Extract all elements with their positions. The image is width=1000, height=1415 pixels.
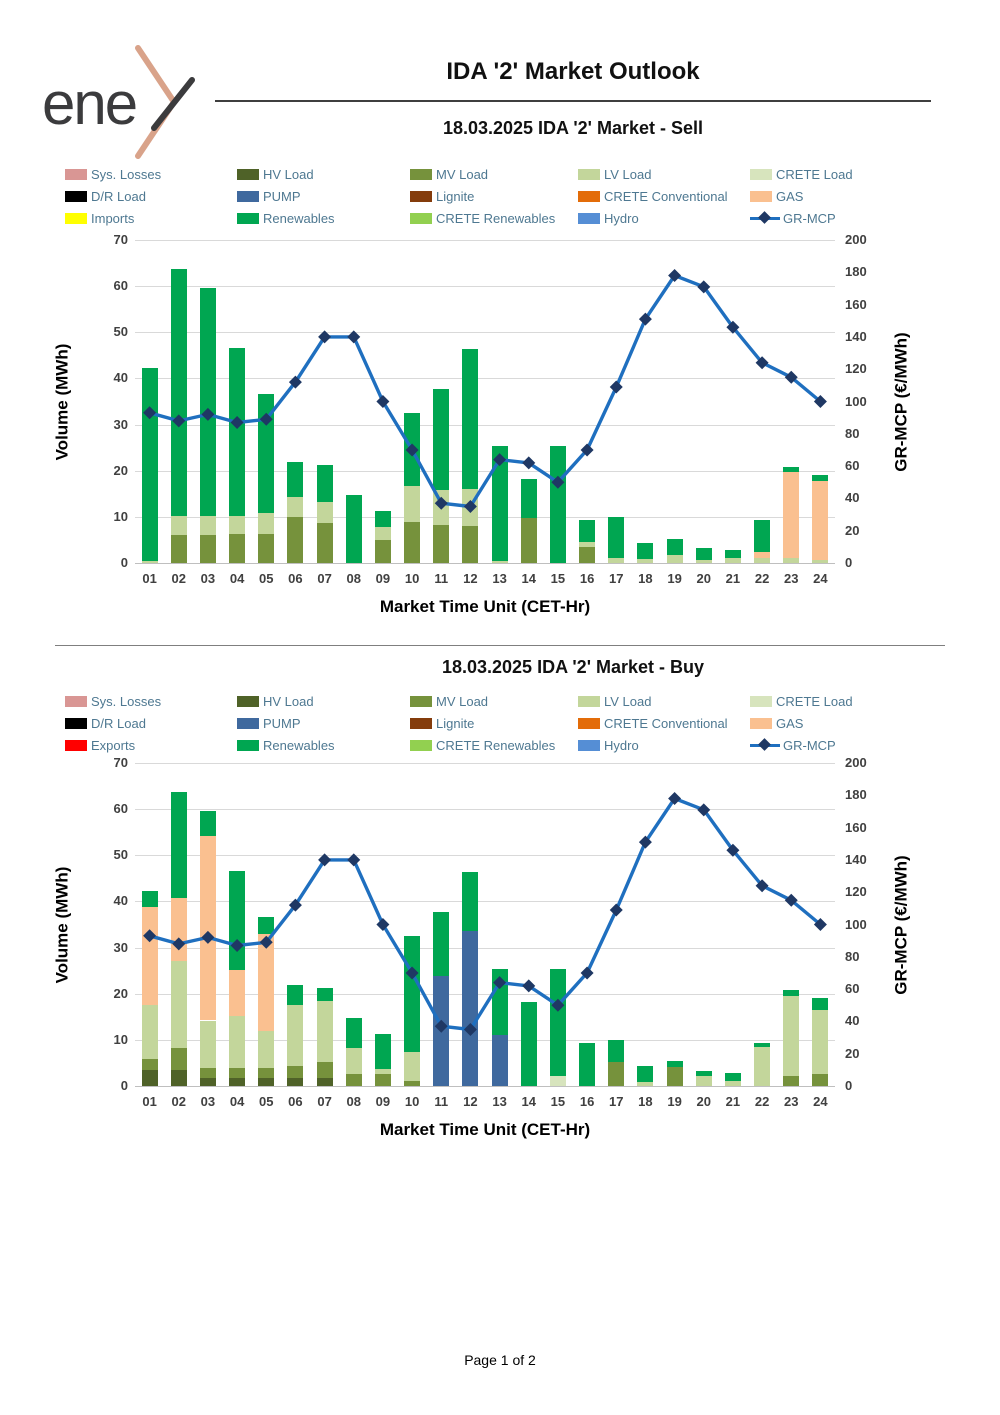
mv-swatch-icon (410, 696, 432, 707)
legend-label: Hydro (604, 737, 639, 753)
x-axis-tick-hour-06: 06 (288, 1094, 303, 1109)
x-axis-tick-hour-23: 23 (784, 571, 799, 586)
right-axis-tick: 60 (845, 981, 860, 997)
legend-item-hv (237, 163, 314, 185)
x-axis-tick-hour-03: 03 (200, 1094, 216, 1109)
left-axis-tick: 40 (113, 370, 128, 386)
x-axis-tick-hour-15: 15 (550, 571, 566, 586)
mcp-marker (610, 903, 623, 916)
x-axis-tick-hour-22: 22 (754, 1094, 770, 1109)
legend-label: LV Load (604, 693, 652, 709)
right-axis-tick: 100 (845, 393, 867, 409)
x-axis-tick-hour-04: 04 (229, 1094, 245, 1109)
sell-chart-section (0, 118, 1000, 645)
legend-item-pump (237, 185, 301, 207)
legend-label: Sys. Losses (91, 693, 162, 709)
x-axis-tick-hour-19: 19 (667, 1094, 682, 1109)
left-axis-tick: 60 (113, 278, 128, 294)
x-axis-title: Market Time Unit (CET-Hr) (379, 597, 591, 616)
right-axis-tick: 200 (845, 755, 867, 770)
legend-label: GAS (776, 188, 804, 204)
right-axis-tick: 20 (845, 522, 860, 538)
x-axis-tick-hour-12: 12 (463, 571, 478, 586)
right-axis-tick: 140 (845, 328, 867, 344)
legend-item-mv (410, 690, 488, 712)
legend-item-mcp (750, 734, 836, 756)
right-axis-tick: 160 (845, 819, 867, 835)
buy-chart-section (0, 657, 1000, 1169)
right-axis-title: GR-MCP (€/MWh) (891, 331, 910, 472)
legend-item-mcp (750, 207, 836, 229)
hydro-swatch-icon (578, 213, 600, 224)
legend-item-crete_ren (410, 207, 555, 229)
right-axis-tick: 40 (845, 490, 860, 506)
legend-item-imports (65, 207, 134, 229)
x-axis-tick-hour-04: 04 (229, 571, 245, 586)
legend-item-dr (65, 712, 146, 734)
x-axis-tick-hour-13: 13 (492, 1094, 507, 1109)
x-axis-tick-hour-08: 08 (346, 1094, 361, 1109)
x-axis-tick-hour-01: 01 (142, 1094, 157, 1109)
legend-item-gas (750, 185, 803, 207)
legend-item-ren (237, 734, 335, 756)
legend-item-hv (237, 690, 314, 712)
x-axis-title: Market Time Unit (CET-Hr) (379, 1120, 591, 1139)
x-axis-tick-hour-01: 01 (142, 571, 157, 586)
x-axis-tick-hour-02: 02 (171, 1094, 186, 1109)
exports-swatch-icon (65, 740, 87, 751)
hv-swatch-icon (237, 169, 259, 180)
x-axis-tick-hour-20: 20 (696, 571, 711, 586)
right-axis-tick: 40 (845, 1013, 860, 1029)
mcp-marker (347, 330, 360, 343)
mcp-marker (347, 853, 360, 866)
right-axis-tick: 60 (845, 458, 860, 474)
x-axis-tick-hour-24: 24 (813, 571, 828, 586)
x-axis-tick-hour-17: 17 (609, 1094, 624, 1109)
plot-area (135, 763, 835, 1086)
left-axis-tick: 10 (113, 1031, 128, 1047)
legend-label: PUMP (263, 188, 301, 204)
right-axis-tick: 120 (845, 361, 867, 377)
x-axis-tick-hour-05: 05 (259, 1094, 274, 1109)
left-axis-title: Volume (MWh) (52, 866, 71, 983)
x-axis-tick-hour-21: 21 (725, 1094, 741, 1109)
mcp-marker (172, 937, 185, 950)
section-divider (55, 645, 945, 646)
legend-label: CRETE Conventional (604, 715, 728, 731)
sell-chart-title: 18.03.2025 IDA '2' Market - Sell (442, 118, 704, 138)
legend-label: Renewables (263, 210, 335, 226)
page-number: Page 1 of 2 (464, 1352, 536, 1368)
x-axis-tick-hour-16: 16 (579, 1094, 595, 1109)
pump-swatch-icon (237, 191, 259, 202)
legend-item-ren (237, 207, 335, 229)
lv-swatch-icon (578, 169, 600, 180)
legend-label: Exports (91, 737, 136, 753)
left-axis-tick: 30 (113, 939, 128, 955)
mcp-marker (143, 406, 156, 419)
hv-swatch-icon (237, 696, 259, 707)
legend-item-gas (750, 712, 803, 734)
mcp-line-swatch-icon (750, 211, 780, 225)
sys_losses-swatch-icon (65, 169, 87, 180)
x-axis-tick-hour-24: 24 (813, 1094, 828, 1109)
dr-swatch-icon (65, 191, 87, 202)
imports-swatch-icon (65, 213, 87, 224)
lignite-swatch-icon (410, 191, 432, 202)
legend-item-lv (578, 163, 651, 185)
gr-mcp-line (135, 240, 835, 563)
left-axis-title: Volume (MWh) (52, 343, 71, 460)
legend-item-mv (410, 163, 488, 185)
crete_load-swatch-icon (750, 169, 772, 180)
legend-item-lignite (410, 185, 474, 207)
right-axis-tick: 100 (845, 916, 867, 932)
legend-label: PUMP (263, 715, 301, 731)
right-axis-tick: 80 (845, 425, 860, 441)
x-axis-tick-hour-10: 10 (404, 1094, 420, 1109)
right-axis-tick: 120 (845, 884, 867, 900)
x-axis-tick-hour-18: 18 (638, 571, 653, 586)
x-axis-line (135, 1086, 835, 1087)
legend-item-crete_ren (410, 734, 555, 756)
x-axis-tick-hour-19: 19 (667, 571, 682, 586)
x-axis-tick-hour-08: 08 (346, 571, 361, 586)
legend-label: CRETE Load (776, 693, 853, 709)
x-axis-tick-hour-14: 14 (521, 571, 536, 586)
right-axis-tick: 80 (845, 948, 860, 964)
lignite-swatch-icon (410, 718, 432, 729)
mcp-marker (201, 931, 214, 944)
mcp-marker (231, 416, 244, 429)
x-axis-tick-hour-02: 02 (171, 571, 186, 586)
crete_conv-swatch-icon (578, 718, 600, 729)
x-axis-tick-hour-18: 18 (638, 1094, 653, 1109)
legend-item-sys_losses (65, 163, 161, 185)
right-axis-tick: 0 (845, 1078, 853, 1093)
legend-item-sys_losses (65, 690, 161, 712)
legend-item-lv (578, 690, 651, 712)
x-axis-tick-hour-17: 17 (609, 571, 624, 586)
left-axis-tick: 10 (113, 508, 128, 524)
legend-label: GR-MCP (783, 737, 836, 753)
legend-label: Renewables (263, 737, 335, 753)
x-axis-tick-hour-12: 12 (463, 1094, 478, 1109)
x-axis-tick-hour-16: 16 (579, 571, 595, 586)
legend-item-crete_load (750, 163, 853, 185)
legend-label: LV Load (604, 166, 652, 182)
left-axis-tick: 70 (113, 755, 128, 770)
x-axis-tick-hour-03: 03 (200, 571, 216, 586)
x-axis-tick-hour-05: 05 (259, 571, 274, 586)
legend-label: HV Load (263, 166, 314, 182)
x-axis-tick-hour-07: 07 (317, 1094, 332, 1109)
legend-item-crete_load (750, 690, 853, 712)
mcp-marker (201, 408, 214, 421)
legend-item-hydro (578, 207, 639, 229)
legend-label: CRETE Renewables (436, 737, 556, 753)
gr-mcp-line (135, 763, 835, 1086)
legend-label: GAS (776, 715, 804, 731)
left-axis-tick: 50 (113, 324, 128, 340)
legend-label: CRETE Load (776, 166, 853, 182)
x-axis-tick-hour-09: 09 (375, 571, 391, 586)
legend-label: GR-MCP (783, 210, 836, 226)
x-axis-tick-hour-10: 10 (404, 571, 420, 586)
lv-swatch-icon (578, 696, 600, 707)
x-axis-tick-hour-23: 23 (784, 1094, 799, 1109)
legend-item-lignite (410, 712, 474, 734)
mcp-marker (435, 497, 448, 510)
x-axis-tick-hour-22: 22 (754, 571, 770, 586)
legend-label: CRETE Conventional (604, 188, 728, 204)
mcp-marker (610, 380, 623, 393)
left-axis-tick: 0 (120, 1078, 128, 1093)
left-axis-tick: 0 (120, 555, 128, 570)
left-axis-tick: 30 (113, 416, 128, 432)
legend-label: CRETE Renewables (436, 210, 556, 226)
left-axis-tick: 20 (113, 462, 128, 478)
enex-logo-text: ene (42, 70, 137, 137)
crete_ren-swatch-icon (410, 213, 432, 224)
left-axis-tick: 60 (113, 801, 128, 817)
chart-legend (60, 163, 960, 229)
right-axis-tick: 20 (845, 1045, 860, 1061)
x-axis-tick-hour-06: 06 (288, 571, 303, 586)
header-divider (215, 100, 931, 102)
chart-legend (60, 690, 960, 756)
mv-swatch-icon (410, 169, 432, 180)
left-axis-tick: 70 (113, 232, 128, 247)
legend-label: MV Load (436, 693, 489, 709)
right-axis-tick: 140 (845, 851, 867, 867)
x-axis-tick-hour-11: 11 (434, 1094, 449, 1109)
right-axis-tick: 160 (845, 296, 867, 312)
legend-label: Sys. Losses (91, 166, 162, 182)
legend-item-crete_conv (578, 185, 728, 207)
x-axis-line (135, 563, 835, 564)
x-axis-tick-hour-13: 13 (492, 571, 507, 586)
x-axis-tick-hour-20: 20 (696, 1094, 711, 1109)
legend-label: D/R Load (91, 188, 146, 204)
mcp-marker (435, 1020, 448, 1033)
buy-chart-title: 18.03.2025 IDA '2' Market - Buy (441, 657, 705, 677)
mcp-marker (143, 929, 156, 942)
legend-label: Lignite (436, 715, 475, 731)
page-title: IDA '2' Market Outlook (446, 58, 700, 85)
x-axis-tick-hour-11: 11 (434, 571, 449, 586)
ren-swatch-icon (237, 740, 259, 751)
right-axis-tick: 0 (845, 555, 853, 570)
mcp-marker (231, 939, 244, 952)
hydro-swatch-icon (578, 740, 600, 751)
left-axis-tick: 20 (113, 985, 128, 1001)
legend-label: Imports (91, 210, 135, 226)
crete_ren-swatch-icon (410, 740, 432, 751)
mcp-line-swatch-icon (750, 738, 780, 752)
x-axis-tick-hour-21: 21 (725, 571, 741, 586)
x-axis-tick-hour-07: 07 (317, 571, 332, 586)
left-axis-tick: 40 (113, 893, 128, 909)
legend-label: Lignite (436, 188, 475, 204)
legend-item-dr (65, 185, 146, 207)
ren-swatch-icon (237, 213, 259, 224)
legend-item-crete_conv (578, 712, 728, 734)
dr-swatch-icon (65, 718, 87, 729)
legend-label: MV Load (436, 166, 489, 182)
gas-swatch-icon (750, 191, 772, 202)
left-axis-tick: 50 (113, 847, 128, 863)
legend-item-exports (65, 734, 135, 756)
plot-area (135, 240, 835, 563)
mcp-marker (172, 414, 185, 427)
pump-swatch-icon (237, 718, 259, 729)
x-axis-tick-hour-15: 15 (550, 1094, 566, 1109)
right-axis-tick: 180 (845, 787, 867, 803)
legend-label: D/R Load (91, 715, 146, 731)
x-axis-tick-hour-09: 09 (375, 1094, 391, 1109)
right-axis-title: GR-MCP (€/MWh) (891, 854, 910, 995)
legend-item-pump (237, 712, 301, 734)
sys_losses-swatch-icon (65, 696, 87, 707)
right-axis-tick: 180 (845, 264, 867, 280)
legend-item-hydro (578, 734, 639, 756)
gas-swatch-icon (750, 718, 772, 729)
right-axis-tick: 200 (845, 232, 867, 247)
legend-label: HV Load (263, 693, 314, 709)
crete_conv-swatch-icon (578, 191, 600, 202)
crete_load-swatch-icon (750, 696, 772, 707)
legend-label: Hydro (604, 210, 639, 226)
x-axis-tick-hour-14: 14 (521, 1094, 536, 1109)
